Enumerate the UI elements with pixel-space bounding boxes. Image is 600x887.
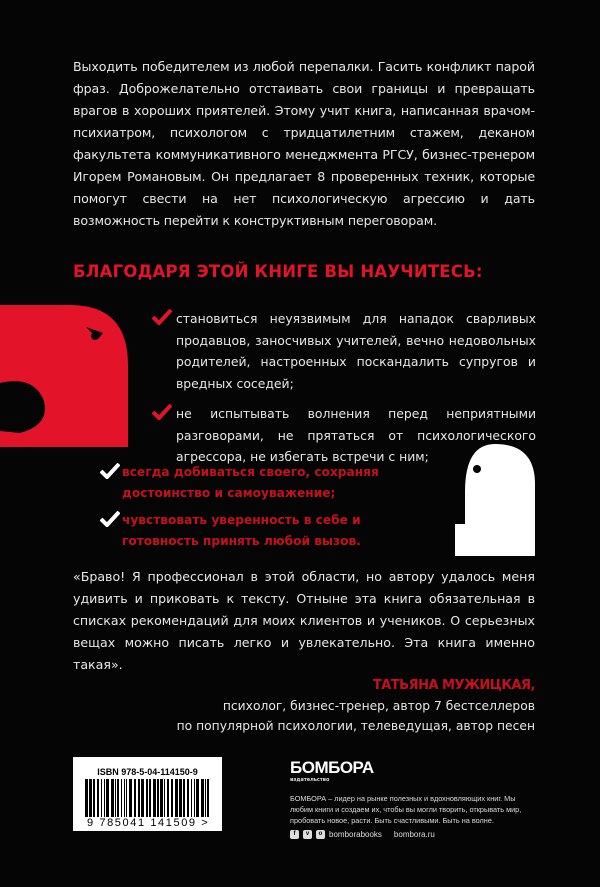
barcode-bar [121, 779, 122, 817]
publisher-logo: БОМБОРА [290, 758, 374, 777]
barcode-bar [134, 779, 136, 817]
barcode-bar [129, 779, 132, 817]
barcode-bar [117, 779, 119, 817]
barcode-bar [97, 779, 99, 817]
facebook-icon: f [290, 830, 299, 839]
publisher-description: БОМБОРА – лидер на рынке полезных и вдохновляющих книг. Мы любим книги и создаем их, чтобы вы могли творить, открывать мир, пробовать новое, расти. Быть счастливыми. Быть на волне. [290, 794, 522, 825]
barcode-bar [104, 779, 105, 817]
red-check-icon [152, 404, 172, 420]
social-handle: bomborabooks [329, 830, 382, 839]
barcode-bar [124, 779, 125, 817]
author-title-line: по популярной психологии, телеведущая, автор песен [176, 719, 535, 733]
barcode-bar [183, 779, 185, 817]
isbn-barcode [73, 757, 222, 831]
barcode-bar [191, 779, 192, 817]
publisher-subtitle: издательство [290, 777, 330, 783]
intro-paragraph: Выходить победителем из любой перепалки. Гасить конфликт парой фраз. Доброжелательно отстаивать свои границы и превращать врагов в хороших приятелей. Этому учит книга, написанная врачом-психиатром, психологом с тридцатилетним стажем, деканом факультета коммуникативного менеджмента РГСУ, бизнес-тренером Игорем Романовым. Он предлагает 8 проверенных техник, которые помогут свести на нет психологическую агрессию и дать возможность перейти к конструктивным переговорам. [73, 59, 535, 228]
barcode-bar [111, 779, 114, 817]
publisher-website: bombora.ru [393, 830, 435, 839]
barcode-bar [171, 779, 173, 817]
benefits-list-red [100, 462, 435, 558]
barcode-digits: 9 785041 141509 > [87, 817, 210, 829]
barcode-bar [201, 779, 204, 817]
barcode-bar [167, 779, 169, 817]
list-item: чувствовать уверенность в себе и готовность принять любой вызов. [100, 510, 435, 552]
white-check-icon [100, 511, 120, 527]
list-item: не испытывать волнения перед неприятными разговорами, не прятаться от психологического агрессора, не избегать встречи с ним; [152, 403, 536, 468]
publisher-block [290, 758, 540, 839]
barcode-bar [101, 779, 102, 817]
barcode-bar [149, 779, 151, 817]
isbn-text: ISBN 978-5-04-114150-9 [97, 767, 198, 777]
barcode-bar [93, 779, 95, 817]
white-check-icon [100, 463, 120, 479]
barcode-bar [175, 779, 178, 817]
list-item: становиться неуязвимым для нападок сварливых продавцов, заносчивых учителей, вечно недовольных родителей, настроенных поскандалить супругов и вредных соседей; [152, 308, 536, 394]
barcode-bar [153, 779, 156, 817]
list-item: всегда добиваться своего, сохраняя достоинство и самоуважение; [100, 462, 435, 504]
white-head-illustration [455, 444, 537, 556]
section-headline: БЛАГОДАРЯ ЭТОЙ КНИГЕ ВЫ НАУЧИТЕСЬ: [73, 262, 483, 281]
barcode-bars [85, 779, 210, 817]
barcode-bar [164, 779, 165, 817]
social-links [290, 830, 540, 839]
author-title-line: психолог, бизнес-тренер, автор 7 бестселлеров [222, 699, 535, 713]
instagram-icon: o [316, 830, 325, 839]
barcode-bar [115, 779, 116, 817]
barcode-bar [106, 779, 109, 817]
barcode-bar [179, 779, 182, 817]
barcode-bar [205, 779, 206, 817]
author-name: ТАТЬЯНА МУЖИЦКАЯ, [372, 678, 535, 693]
barcode-bar [207, 779, 209, 817]
testimonial-quote: «Браво! Я профессионал в этой области, но автору удалось меня удивить и приковать к тексту. Отныне эта книга обязательная в списках рекомендаций для моих клиентов и учеников. О серьезных вещах можно писать легко и увлекательно. Эта книга именно такая». [73, 569, 535, 672]
barcode-bar [126, 779, 127, 817]
vk-icon: v [303, 830, 312, 839]
barcode-bar [157, 779, 159, 817]
barcode-bar [160, 779, 163, 817]
barcode-bar [194, 779, 195, 817]
barcode-bar [138, 779, 140, 817]
barcode-bar [187, 779, 189, 817]
red-check-icon [152, 309, 172, 325]
barcode-bar [85, 779, 88, 817]
red-head-illustration [0, 305, 132, 447]
barcode-bar [196, 779, 199, 817]
barcode-bar [89, 779, 92, 817]
barcode-bar [146, 779, 148, 817]
barcode-bar [141, 779, 144, 817]
testimonial-signature [177, 676, 535, 736]
